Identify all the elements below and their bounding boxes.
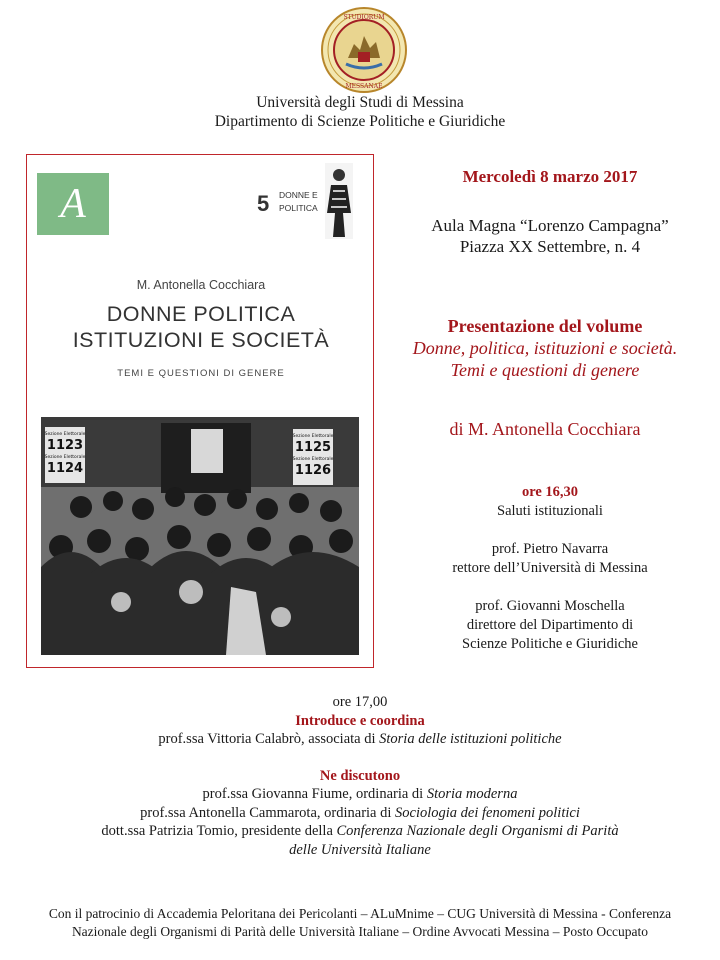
moderator-line [0,730,720,749]
cover-title-line1: DONNE POLITICA [106,302,296,326]
discussant-2-name: prof.ssa Antonella Cammarota, ordinaria di [140,804,396,821]
speaker2-role-line1: direttore del Dipartimento di [466,617,634,633]
speaker1-name: prof. Pietro Navarra [491,541,609,557]
second-session-time: ore 17,00 [332,694,388,710]
moderator-name: prof.ssa Vittoria Calabrò, associata di [158,731,380,747]
discussant-1 [0,785,720,804]
program-first-session [380,483,720,654]
patronage-footer [0,905,720,941]
sign-left-1: Sezione Elettorale [44,432,86,437]
university-seal-icon [320,6,408,94]
book-author: di M. Antonella Cocchiara [449,419,641,439]
sign-right-4: 1126 [294,463,332,478]
series-number: 5 [257,191,270,216]
cover-photo [41,417,359,655]
sign-left-4: 1124 [46,461,84,476]
sign-left-2: 1123 [46,438,84,453]
cover-subtitle: TEMI E QUESTIONI DI GENERE [117,368,285,379]
university-name: Università degli Studi di Messina [256,94,464,111]
cover-title-line2: ISTITUZIONI E SOCIETÀ [72,328,330,352]
first-session-time: ore 16,30 [521,484,579,500]
seal-text-bottom: MESSANAE [345,83,383,90]
book-title-line2: Temi e questioni di genere [450,360,640,380]
discussant-1-name: prof.ssa Giovanna Fiume, ordinaria di [202,786,427,802]
discussants-label: Ne discutono [319,767,401,784]
sign-right-2: 1125 [294,440,332,455]
speaker2-role-line2: Scienze Politiche e Giuridiche [462,636,638,652]
event-venue [380,215,720,257]
discussant-3-subject: Conferenza Nazionale degli Organismi di Parità [336,823,619,839]
speaker2-name: prof. Giovanni Moschella [475,598,625,614]
presentation-label: Presentazione del volume [447,316,643,336]
event-date: Mercoledì 8 marzo 2017 [462,167,638,186]
publisher-logo: A [37,173,109,235]
moderator-label: Introduce e coordina [295,712,425,729]
discussant-2-subject: Sociologia dei fenomeni politici [395,804,580,821]
header [0,93,720,131]
cover-title [27,301,375,353]
sign-right-1: Sezione Elettorale [292,434,334,439]
sign-right-3: Sezione Elettorale [292,457,334,462]
cover-author: M. Antonella Cocchiara [136,278,266,292]
discussant-3-subject-line2: delle Università Italiane [289,841,431,858]
discussant-1-subject: Storia moderna [426,786,518,802]
program-second-session [0,693,720,859]
patronage-line2: Nazionale degli Organismi di Parità delle Università Italiane – Ordine Avvocati Messina – Posto Occupato [71,924,649,939]
discussant-3-name: dott.ssa Patrizia Tomio, presidente della [101,823,337,839]
department-name: Dipartimento di Scienze Politiche e Giuridiche [214,113,506,130]
venue-line2: Piazza XX Settembre, n. 4 [459,237,641,256]
moderator-subject: Storia delle istituzioni politiche [379,731,562,747]
discussant-3 [0,822,720,841]
patronage-line1: Con il patrocinio di Accademia Peloritana dei Pericolanti – ALuMnime – CUG Università di Messina - Conferenza [48,906,672,921]
speaker1-role: rettore dell’Università di Messina [452,560,648,576]
book-title-line1: Donne, politica, istituzioni e società. [412,338,678,358]
book-cover [26,154,374,668]
discussant-2 [0,804,720,823]
presentation-block [370,315,720,381]
sign-left-3: Sezione Elettorale [44,455,86,460]
series-figure-icon [323,161,355,241]
series-name-line2: POLITICA [279,203,318,213]
greetings-label: Saluti istituzionali [497,503,603,519]
seal-text-top: STUDIORUM [343,14,385,21]
series-name-line1: DONNE E [279,190,318,200]
venue-line1: Aula Magna “Lorenzo Campagna” [431,216,669,235]
